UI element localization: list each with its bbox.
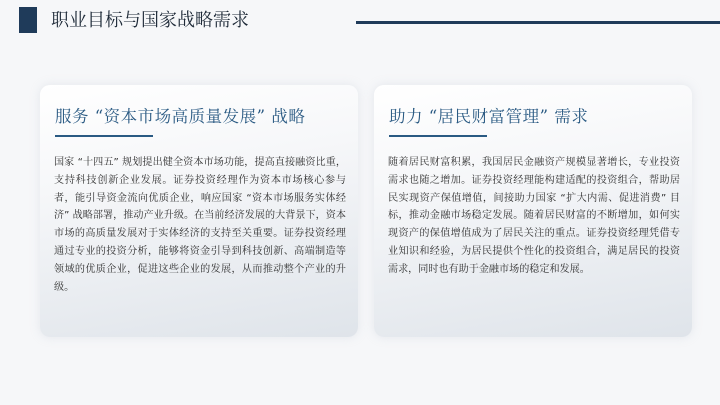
header-accent-block [19,7,37,33]
header-divider-line [356,21,720,24]
card-title: 助力 “居民财富管理” 需求 [389,107,589,126]
card-title-underline [55,135,153,137]
card-title-underline [389,135,487,137]
page-title: 职业目标与国家战略需求 [51,10,249,31]
card-title: 服务 “资本市场高质量发展” 战略 [55,107,306,126]
card-wealth-management [374,85,692,337]
card-capital-market [40,85,358,337]
card-body-text: 随着居民财富积累，我国居民金融资产规模显著增长，专业投资需求也随之增加。证券投资经理能构建适配的投资组合，帮助居民实现资产保值增值，间接助力国家 “扩大内需、促进消费” 目标，推动金融市场稳定发展。随着居民财富的不断增加，如何实现资产的保值增值成为了居民关注的重点。证券投资经理凭借专业知识和经验，为居民提供个性化的投资组合，满足居民的投资需求，同时也有助于金融市场的稳定和发展。 [388,157,680,275]
card-body-text: 国家 “十四五” 规划提出健全资本市场功能，提高直接融资比重，支持科技创新企业发展。证券投资经理作为资本市场核心参与者，能引导资金流向优质企业，响应国家 “资本市场服务实体经济” 战略部署，推动产业升级。在当前经济发展的大背景下，资本市场的高质量发展对于实体经济的支持至关重要。证券投资经理通过专业的投资分析，能够将资金引导到科技创新、高端制造等领域的优质企业，促进这些企业的发展，从而推动整个产业的升级。 [54,157,346,293]
